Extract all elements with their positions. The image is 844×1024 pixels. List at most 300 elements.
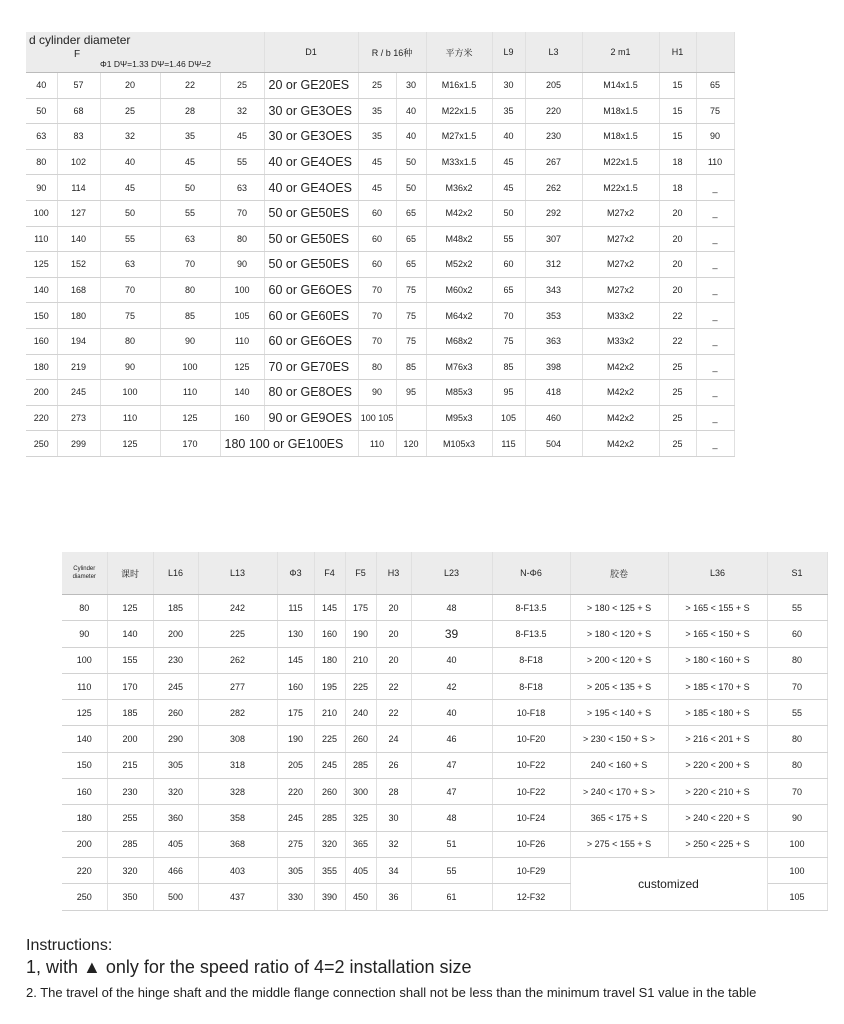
table-cell: 365 — [345, 831, 376, 857]
table-cell: 55 — [492, 226, 525, 252]
table-cell: 220 — [277, 779, 314, 805]
header-pingfangmi: 平方米 — [426, 32, 492, 73]
table-cell: 55 — [100, 226, 160, 252]
table-cell: 185 — [107, 700, 153, 726]
d1-cell: 20 or GE20ES — [264, 73, 358, 99]
table-cell: 40 — [100, 149, 160, 175]
table-cell: 80 — [160, 277, 220, 303]
table-cell: 35 — [160, 124, 220, 150]
table-cell: 100 — [62, 647, 107, 673]
d1-cell: 40 or GE4OES — [264, 149, 358, 175]
table-cell: _ — [696, 226, 734, 252]
table-cell: > 180 < 125 + S — [570, 595, 668, 621]
table-cell: 205 — [525, 73, 582, 99]
table-cell: > 220 < 210 + S — [668, 779, 767, 805]
table-cell: 285 — [107, 831, 153, 857]
table-cell: M42x2 — [582, 354, 659, 380]
table-cell: M42x2 — [426, 200, 492, 226]
table-cell: 60 — [492, 252, 525, 278]
table-cell: 75 — [696, 98, 734, 124]
header-h3: H3 — [376, 552, 411, 595]
table-cell: 175 — [345, 595, 376, 621]
table-cell: 10-F22 — [492, 779, 570, 805]
header-cylinder-diameter-2: Cylinder diameter — [62, 552, 107, 595]
table-cell: 10-F22 — [492, 752, 570, 778]
table-cell: _ — [696, 175, 734, 201]
table-cell: 210 — [345, 647, 376, 673]
table-cell: 466 — [153, 857, 198, 883]
table-cell: 85 — [492, 354, 525, 380]
table-cell: 285 — [314, 805, 345, 831]
table-cell: M27x1.5 — [426, 124, 492, 150]
table-cell: 305 — [277, 857, 314, 883]
table-row — [26, 354, 734, 380]
table-cell: 20 — [376, 595, 411, 621]
table-cell: 20 — [100, 73, 160, 99]
table-cell: 30 — [396, 73, 426, 99]
table-cell: 45 — [358, 149, 396, 175]
table-cell: 25 — [659, 405, 696, 431]
table-cell: 48 — [411, 805, 492, 831]
table-cell: 110 — [100, 405, 160, 431]
table-cell: 260 — [153, 700, 198, 726]
table-row — [62, 621, 827, 647]
table-cell: 80 — [62, 595, 107, 621]
table-cell: M42x2 — [582, 380, 659, 406]
table-cell: M33x1.5 — [426, 149, 492, 175]
table-cell: M22x1.5 — [582, 149, 659, 175]
table-cell: 200 — [153, 621, 198, 647]
table-cell: 418 — [525, 380, 582, 406]
table-cell: 100 105 — [358, 405, 396, 431]
table-cell: > 185 < 180 + S — [668, 700, 767, 726]
table-cell: 65 — [396, 226, 426, 252]
table-cell: 75 — [100, 303, 160, 329]
d1-cell: 70 or GE70ES — [264, 354, 358, 380]
table-cell: 60 — [358, 252, 396, 278]
table-cell: 63 — [160, 226, 220, 252]
table-cell: 85 — [396, 354, 426, 380]
table-cell: 225 — [314, 726, 345, 752]
table-cell: 220 — [62, 857, 107, 883]
table-cell: 160 — [26, 328, 57, 354]
table-cell: 363 — [525, 328, 582, 354]
table-cell: 75 — [396, 328, 426, 354]
table-cell: _ — [696, 328, 734, 354]
d1-cell: 60 or GE6OES — [264, 328, 358, 354]
table-cell: M95x3 — [426, 405, 492, 431]
table-cell: > 205 < 135 + S — [570, 673, 668, 699]
table-cell: 22 — [659, 328, 696, 354]
table-cell: 155 — [107, 647, 153, 673]
table-cell: M27x2 — [582, 252, 659, 278]
table-cell: 245 — [153, 673, 198, 699]
table-cell: 22 — [376, 700, 411, 726]
table-cell: 110 — [696, 149, 734, 175]
table-cell: 127 — [57, 200, 100, 226]
table-cell: 160 — [62, 779, 107, 805]
table-row — [26, 252, 734, 278]
table-row — [26, 328, 734, 354]
d1-cell: 40 or GE4OES — [264, 175, 358, 201]
d1-cell: 50 or GE50ES — [264, 252, 358, 278]
table-cell: 55 — [411, 857, 492, 883]
table-cell: 39 — [411, 621, 492, 647]
table-cell: 70 — [358, 277, 396, 303]
table-cell: > 165 < 150 + S — [668, 621, 767, 647]
table-cell: > 216 < 201 + S — [668, 726, 767, 752]
instruction-line-2: 2. The travel of the hinge shaft and the middle flange connection shall not be less than the minimum travel S1 value in the table — [26, 985, 757, 1000]
table-cell: 40 — [492, 124, 525, 150]
table-row — [62, 779, 827, 805]
table-cell: M52x2 — [426, 252, 492, 278]
header-f4: F4 — [314, 552, 345, 595]
table-cell: 275 — [277, 831, 314, 857]
header-phi1: Φ1 DΨ=1.33 DΨ=1.46 DΨ=2 — [100, 59, 212, 69]
table-cell: 175 — [277, 700, 314, 726]
table-cell: 195 — [314, 673, 345, 699]
table-row — [26, 431, 734, 457]
table-cell: 102 — [57, 149, 100, 175]
table-cell: 70 — [492, 303, 525, 329]
table-cell: 200 — [26, 380, 57, 406]
table-cell: 230 — [525, 124, 582, 150]
table-cell: 18 — [659, 175, 696, 201]
table-cell: M42x2 — [582, 405, 659, 431]
table-cell: 32 — [100, 124, 160, 150]
table-cell: 125 — [62, 700, 107, 726]
table-cell: 190 — [277, 726, 314, 752]
customized-cell: customized — [570, 857, 767, 910]
table-cell: > 165 < 155 + S — [668, 595, 767, 621]
table-cell: 61 — [411, 884, 492, 910]
table-cell: 353 — [525, 303, 582, 329]
table-cell: 60 — [358, 226, 396, 252]
table-cell: 100 — [26, 200, 57, 226]
table-cell: 282 — [198, 700, 277, 726]
d1-cell: 60 or GE6OES — [264, 277, 358, 303]
table-cell: 45 — [160, 149, 220, 175]
table-cell: 80 — [100, 328, 160, 354]
table-cell: 260 — [345, 726, 376, 752]
table-cell: 500 — [153, 884, 198, 910]
table-cell: 20 — [659, 277, 696, 303]
table-cell: 225 — [198, 621, 277, 647]
table-cell: 50 — [100, 200, 160, 226]
table-cell: 83 — [57, 124, 100, 150]
table-cell: 140 — [62, 726, 107, 752]
table-cell: 8-F13.5 — [492, 621, 570, 647]
table-cell: 10-F18 — [492, 700, 570, 726]
table-cell: 90 — [26, 175, 57, 201]
table-cell: 205 — [277, 752, 314, 778]
table-cell: > 200 < 120 + S — [570, 647, 668, 673]
table-cell: 170 — [107, 673, 153, 699]
table-cell: 305 — [153, 752, 198, 778]
table-cell: 50 — [26, 98, 57, 124]
table-cell: 75 — [396, 277, 426, 303]
table-cell: 70 — [358, 303, 396, 329]
table-cell: 45 — [220, 124, 264, 150]
table-cell: 15 — [659, 124, 696, 150]
table-cell: 450 — [345, 884, 376, 910]
table-cell: 308 — [198, 726, 277, 752]
table-cell: 160 — [277, 673, 314, 699]
table-cell: 12-F32 — [492, 884, 570, 910]
table-cell: 150 — [62, 752, 107, 778]
table-cell: 328 — [198, 779, 277, 805]
table-cell: 343 — [525, 277, 582, 303]
table-cell: 34 — [376, 857, 411, 883]
table-cell: 36 — [376, 884, 411, 910]
table-cell: 55 — [767, 700, 827, 726]
table-cell: 35 — [492, 98, 525, 124]
table-cell: M27x2 — [582, 200, 659, 226]
table-cell: 110 — [62, 673, 107, 699]
table-cell: 405 — [153, 831, 198, 857]
header-f5: F5 — [345, 552, 376, 595]
table-cell: 80 — [767, 647, 827, 673]
table-row — [62, 805, 827, 831]
table-cell: 368 — [198, 831, 277, 857]
table-cell: 437 — [198, 884, 277, 910]
table-cell: 90 — [220, 252, 264, 278]
table-cell: 325 — [345, 805, 376, 831]
table-cell: 68 — [57, 98, 100, 124]
table-cell: M33x2 — [582, 303, 659, 329]
table-cell: 114 — [57, 175, 100, 201]
table-cell: 145 — [314, 595, 345, 621]
table-cell: 262 — [198, 647, 277, 673]
table-cell: 47 — [411, 779, 492, 805]
table-cell: 45 — [358, 175, 396, 201]
header-d1: D1 — [264, 32, 358, 73]
header-m1: 2 m1 — [582, 32, 659, 73]
table-cell: 20 — [376, 621, 411, 647]
header-l9: L9 — [492, 32, 525, 73]
table-cell: 100 — [767, 857, 827, 883]
table-cell: 20 — [659, 200, 696, 226]
table-cell: 100 — [767, 831, 827, 857]
table-cell: 50 — [396, 149, 426, 175]
table-cell: 46 — [411, 726, 492, 752]
table-cell: 292 — [525, 200, 582, 226]
table-cell: 358 — [198, 805, 277, 831]
table-cell: 90 — [767, 805, 827, 831]
table-cell — [396, 405, 426, 431]
table-cell: M16x1.5 — [426, 73, 492, 99]
table-cell: > 240 < 170 + S > — [570, 779, 668, 805]
table-cell: 245 — [57, 380, 100, 406]
header-s1: S1 — [767, 552, 827, 595]
header-l3: L3 — [525, 32, 582, 73]
table-cell: > 220 < 200 + S — [668, 752, 767, 778]
table-cell: 250 — [26, 431, 57, 457]
table-cell: 63 — [100, 252, 160, 278]
header-l36: L36 — [668, 552, 767, 595]
header-phi3: Φ3 — [277, 552, 314, 595]
table-row — [26, 149, 734, 175]
table-cell: 300 — [345, 779, 376, 805]
table2-header-row — [62, 552, 827, 595]
table-cell: 299 — [57, 431, 100, 457]
table-row — [26, 380, 734, 406]
table-cell: M48x2 — [426, 226, 492, 252]
table-cell: 65 — [396, 200, 426, 226]
d1-cell: 180 100 or GE100ES — [220, 431, 358, 457]
table-row — [62, 726, 827, 752]
table-cell: 20 — [659, 252, 696, 278]
table-cell: M22x1.5 — [582, 175, 659, 201]
table-cell: 398 — [525, 354, 582, 380]
table-cell: 240 < 160 + S — [570, 752, 668, 778]
table-row — [62, 831, 827, 857]
table-cell: 45 — [492, 149, 525, 175]
table-cell: M76x3 — [426, 354, 492, 380]
table-cell: 65 — [396, 252, 426, 278]
header-l23: L23 — [411, 552, 492, 595]
table-cell: > 240 < 220 + S — [668, 805, 767, 831]
d1-cell: 30 or GE3OES — [264, 124, 358, 150]
table-cell: 10-F20 — [492, 726, 570, 752]
table-cell: 125 — [107, 595, 153, 621]
table-cell: 50 — [160, 175, 220, 201]
table-cell: 115 — [277, 595, 314, 621]
table-cell: 50 — [492, 200, 525, 226]
table-cell: 95 — [396, 380, 426, 406]
table-cell: 180 — [62, 805, 107, 831]
table-row — [62, 673, 827, 699]
table-cell: M105x3 — [426, 431, 492, 457]
table-cell: 200 — [107, 726, 153, 752]
table-cell: 25 — [659, 354, 696, 380]
table-cell: 105 — [767, 884, 827, 910]
table-cell: 42 — [411, 673, 492, 699]
table-cell: 15 — [659, 73, 696, 99]
table-cell: 219 — [57, 354, 100, 380]
table-cell: 245 — [314, 752, 345, 778]
table-cell: 250 — [62, 884, 107, 910]
table-cell: 50 — [396, 175, 426, 201]
table-cell: 63 — [26, 124, 57, 150]
table-cell: 80 — [358, 354, 396, 380]
table-cell: 75 — [492, 328, 525, 354]
table-cell: 360 — [153, 805, 198, 831]
table-cell: 40 — [396, 98, 426, 124]
table-cell: 220 — [26, 405, 57, 431]
table-cell: 70 — [160, 252, 220, 278]
table2-body — [62, 595, 827, 911]
table1-body — [26, 73, 734, 457]
table-cell: 225 — [345, 673, 376, 699]
table-cell: 320 — [314, 831, 345, 857]
table-cell: 90 — [160, 328, 220, 354]
table-cell: 120 — [396, 431, 426, 457]
table-cell: 22 — [160, 73, 220, 99]
table-cell: 48 — [411, 595, 492, 621]
table-cell: > 275 < 155 + S — [570, 831, 668, 857]
table-cell: 22 — [659, 303, 696, 329]
table-row — [26, 277, 734, 303]
table-cell: 20 — [659, 226, 696, 252]
table-row — [26, 303, 734, 329]
table-cell: 230 — [153, 647, 198, 673]
table-cell: 10-F26 — [492, 831, 570, 857]
table-cell: 40 — [411, 647, 492, 673]
table-cell: 215 — [107, 752, 153, 778]
table-cell: 190 — [345, 621, 376, 647]
table-cell: 267 — [525, 149, 582, 175]
table-cell: 28 — [160, 98, 220, 124]
table-cell: 230 — [107, 779, 153, 805]
table-cell: > 185 < 170 + S — [668, 673, 767, 699]
table-row — [26, 175, 734, 201]
table-cell: 40 — [396, 124, 426, 150]
table-cell: _ — [696, 354, 734, 380]
table-cell: 262 — [525, 175, 582, 201]
table-cell: 260 — [314, 779, 345, 805]
table-cell: _ — [696, 252, 734, 278]
table-cell: 45 — [100, 175, 160, 201]
table-cell: _ — [696, 303, 734, 329]
table-cell: 307 — [525, 226, 582, 252]
table-cell: 65 — [696, 73, 734, 99]
table-cell: 30 — [376, 805, 411, 831]
header-empty — [696, 32, 734, 73]
table-cell: M64x2 — [426, 303, 492, 329]
header-f: F — [74, 49, 81, 60]
table-cell: 70 — [767, 779, 827, 805]
table-cell: 152 — [57, 252, 100, 278]
table-cell: M42x2 — [582, 431, 659, 457]
instruction-line-1: 1, with ▲ only for the speed ratio of 4=2 installation size — [26, 957, 472, 977]
table-cell: _ — [696, 405, 734, 431]
table-cell: 20 — [376, 647, 411, 673]
table-cell: 70 — [358, 328, 396, 354]
table-cell: 25 — [659, 380, 696, 406]
table-cell: 65 — [492, 277, 525, 303]
table-cell: 140 — [220, 380, 264, 406]
table-cell: 15 — [659, 98, 696, 124]
d1-cell: 90 or GE9OES — [264, 405, 358, 431]
table-cell: 8-F18 — [492, 647, 570, 673]
table-cell: > 180 < 120 + S — [570, 621, 668, 647]
table-cell: 10-F24 — [492, 805, 570, 831]
table-cell: 160 — [314, 621, 345, 647]
table-cell: 460 — [525, 405, 582, 431]
header-l13: L13 — [198, 552, 277, 595]
table-cell: 25 — [100, 98, 160, 124]
table-cell: 63 — [220, 175, 264, 201]
header-keshi: 课时 — [107, 552, 153, 595]
table-cell: 10-F29 — [492, 857, 570, 883]
table-cell: M36x2 — [426, 175, 492, 201]
table-row — [26, 98, 734, 124]
table-cell: _ — [696, 380, 734, 406]
table-cell: M85x3 — [426, 380, 492, 406]
table-cell: 290 — [153, 726, 198, 752]
table-cell: 320 — [107, 857, 153, 883]
table-cell: 30 — [492, 73, 525, 99]
table-cell: M33x2 — [582, 328, 659, 354]
table-cell: 80 — [767, 752, 827, 778]
table-cell: 57 — [57, 73, 100, 99]
header-jiaojuan: 胶卷 — [570, 552, 668, 595]
table-cell: 25 — [358, 73, 396, 99]
table-cell: 185 — [153, 595, 198, 621]
table-cell: 504 — [525, 431, 582, 457]
table-cell: 60 — [358, 200, 396, 226]
